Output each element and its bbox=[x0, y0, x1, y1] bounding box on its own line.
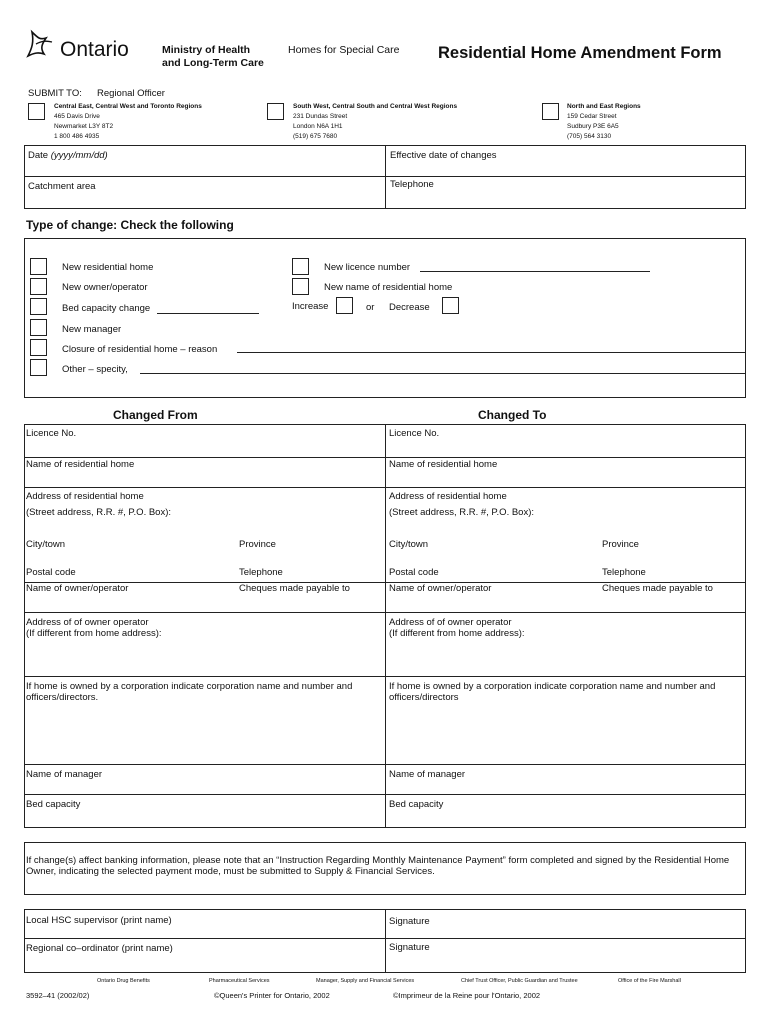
from-province-field[interactable]: Province bbox=[239, 539, 276, 550]
to-telephone-field[interactable]: Telephone bbox=[602, 567, 646, 578]
checkbox-bed-capacity-change[interactable] bbox=[30, 298, 47, 315]
region-name: North and East Regions bbox=[567, 103, 641, 110]
from-cheques-field[interactable]: Cheques made payable to bbox=[239, 583, 350, 594]
or-label: or bbox=[366, 302, 375, 313]
from-city-field[interactable]: City/town bbox=[26, 539, 66, 550]
ministry-line2: and Long-Term Care bbox=[162, 57, 264, 69]
region-phone: 1 800 486 4935 bbox=[54, 133, 100, 140]
to-city-field[interactable]: City/town bbox=[389, 539, 429, 550]
option-label: New name of residential home bbox=[324, 282, 453, 293]
from-manager-field[interactable]: Name of manager bbox=[26, 769, 103, 780]
from-address-field[interactable]: Address of residential home bbox=[26, 491, 144, 502]
to-address-field[interactable]: Address of residential home bbox=[389, 491, 507, 502]
region-checkbox-south-west[interactable] bbox=[267, 103, 284, 120]
checkbox-new-manager[interactable] bbox=[30, 319, 47, 336]
region-phone: (705) 564 3130 bbox=[567, 133, 612, 140]
region-checkbox-central-east[interactable] bbox=[28, 103, 45, 120]
option-label: Other – specity, bbox=[62, 364, 128, 375]
from-telephone-field[interactable]: Telephone bbox=[239, 567, 283, 578]
coordinator-name-field[interactable]: Regional co–ordinator (print name) bbox=[26, 943, 173, 954]
copyright-fr: ©Imprimeur de la Reine pour l'Ontario, 2002 bbox=[393, 991, 541, 1000]
program-name: Homes for Special Care bbox=[288, 44, 400, 56]
option-label: New residential home bbox=[62, 262, 154, 273]
from-owner-address-field[interactable]: Address of of owner operator bbox=[26, 617, 149, 628]
option-label: New licence number bbox=[324, 262, 411, 273]
coordinator-signature-field[interactable]: Signature bbox=[389, 942, 430, 953]
banking-note-text: If change(s) affect banking information, please note that an “Instruction Regarding Monthly Maintenance Payment” form completed and signed by the Residential Home Owner, indicating the selected payment mode, must be submitted to Supply & Financial Services. bbox=[26, 855, 730, 877]
region-address-line: Newmarket L3Y 8T2 bbox=[54, 123, 114, 130]
distribution-item: Office of the Fire Marshall bbox=[618, 978, 681, 984]
to-province-field[interactable]: Province bbox=[602, 539, 639, 550]
distribution-item: Ontario Drug Benefits bbox=[97, 978, 150, 984]
checkbox-decrease[interactable] bbox=[442, 297, 459, 314]
checkbox-increase[interactable] bbox=[336, 297, 353, 314]
region-address-line: 159 Cedar Street bbox=[567, 113, 617, 120]
from-corporation-field[interactable]: If home is owned by a corporation indicate corporation name and number and officers/directors. bbox=[26, 681, 353, 703]
form-number: 3592–41 (2002/02) bbox=[26, 991, 90, 1000]
region-address-line: 465 Davis Drive bbox=[54, 113, 100, 120]
to-cheques-field[interactable]: Cheques made payable to bbox=[602, 583, 713, 594]
distribution-item: Pharmaceutical Services bbox=[209, 978, 270, 984]
owner-address-hint: (If different from home address): bbox=[26, 628, 162, 639]
to-manager-field[interactable]: Name of manager bbox=[389, 769, 466, 780]
from-owner-field[interactable]: Name of owner/operator bbox=[26, 583, 129, 594]
ontario-brand: Ontario bbox=[60, 38, 129, 61]
option-label: New owner/operator bbox=[62, 282, 148, 293]
region-address-line: 231 Dundas Street bbox=[293, 113, 348, 120]
checkbox-new-owner[interactable] bbox=[30, 278, 47, 295]
from-bed-capacity-field[interactable]: Bed capacity bbox=[26, 799, 81, 810]
decrease-label: Decrease bbox=[389, 302, 430, 313]
checkbox-new-residential-home[interactable] bbox=[30, 258, 47, 275]
region-name: Central East, Central West and Toronto Regions bbox=[54, 103, 202, 110]
to-bed-capacity-field[interactable]: Bed capacity bbox=[389, 799, 444, 810]
from-home-name-field[interactable]: Name of residential home bbox=[26, 459, 135, 470]
region-address-line: London N6A 1H1 bbox=[293, 123, 343, 130]
address-hint: (Street address, R.R. #, P.O. Box): bbox=[389, 507, 535, 518]
ministry-line1: Ministry of Health bbox=[162, 44, 251, 56]
other-specify-line[interactable] bbox=[140, 373, 746, 374]
to-owner-field[interactable]: Name of owner/operator bbox=[389, 583, 492, 594]
changed-from-heading: Changed From bbox=[113, 408, 198, 422]
region-checkbox-north-east[interactable] bbox=[542, 103, 559, 120]
region-phone: (519) 675 7680 bbox=[293, 133, 338, 140]
owner-address-hint: (If different from home address): bbox=[389, 628, 525, 639]
catchment-area-field[interactable]: Catchment area bbox=[28, 181, 96, 192]
copyright-en: ©Queen's Printer for Ontario, 2002 bbox=[214, 991, 330, 1000]
checkbox-new-licence-number[interactable] bbox=[292, 258, 309, 275]
option-label: Closure of residential home – reason bbox=[62, 344, 218, 355]
telephone-field[interactable]: Telephone bbox=[390, 179, 434, 190]
to-owner-address-field[interactable]: Address of of owner operator bbox=[389, 617, 512, 628]
form-title: Residential Home Amendment Form bbox=[438, 44, 722, 62]
region-name: South West, Central South and Central West Regions bbox=[293, 103, 458, 110]
region-address-line: Sudbury P3E 6A5 bbox=[567, 123, 619, 130]
date-field[interactable]: Date (yyyy/mm/dd) bbox=[28, 150, 108, 161]
option-label: New manager bbox=[62, 324, 122, 335]
trillium-logo-icon bbox=[22, 26, 64, 62]
supervisor-name-field[interactable]: Local HSC supervisor (print name) bbox=[26, 915, 172, 926]
option-label: Bed capacity change bbox=[62, 303, 151, 314]
to-postal-field[interactable]: Postal code bbox=[389, 567, 439, 578]
to-corporation-field[interactable]: If home is owned by a corporation indicate corporation name and number and officers/directors bbox=[389, 681, 716, 703]
from-licence-field[interactable]: Licence No. bbox=[26, 428, 77, 439]
type-of-change-heading: Type of change: Check the following bbox=[26, 218, 234, 232]
distribution-item: Chief Trust Officer, Public Guardian and Trustee bbox=[461, 978, 578, 984]
distribution-item: Manager, Supply and Financial Services bbox=[316, 978, 415, 984]
changed-to-heading: Changed To bbox=[478, 408, 547, 422]
closure-reason-line[interactable] bbox=[237, 352, 746, 353]
to-licence-field[interactable]: Licence No. bbox=[389, 428, 440, 439]
effective-date-field[interactable]: Effective date of changes bbox=[390, 150, 497, 161]
from-postal-field[interactable]: Postal code bbox=[26, 567, 76, 578]
checkbox-new-name[interactable] bbox=[292, 278, 309, 295]
submit-recipient: Regional Officer bbox=[97, 88, 165, 99]
checkbox-closure[interactable] bbox=[30, 339, 47, 356]
to-home-name-field[interactable]: Name of residential home bbox=[389, 459, 498, 470]
increase-label: Increase bbox=[292, 301, 329, 312]
supervisor-signature-field[interactable]: Signature bbox=[389, 916, 430, 927]
submit-to-label: SUBMIT TO: bbox=[28, 88, 82, 99]
checkbox-other[interactable] bbox=[30, 359, 47, 376]
address-hint: (Street address, R.R. #, P.O. Box): bbox=[26, 507, 172, 518]
